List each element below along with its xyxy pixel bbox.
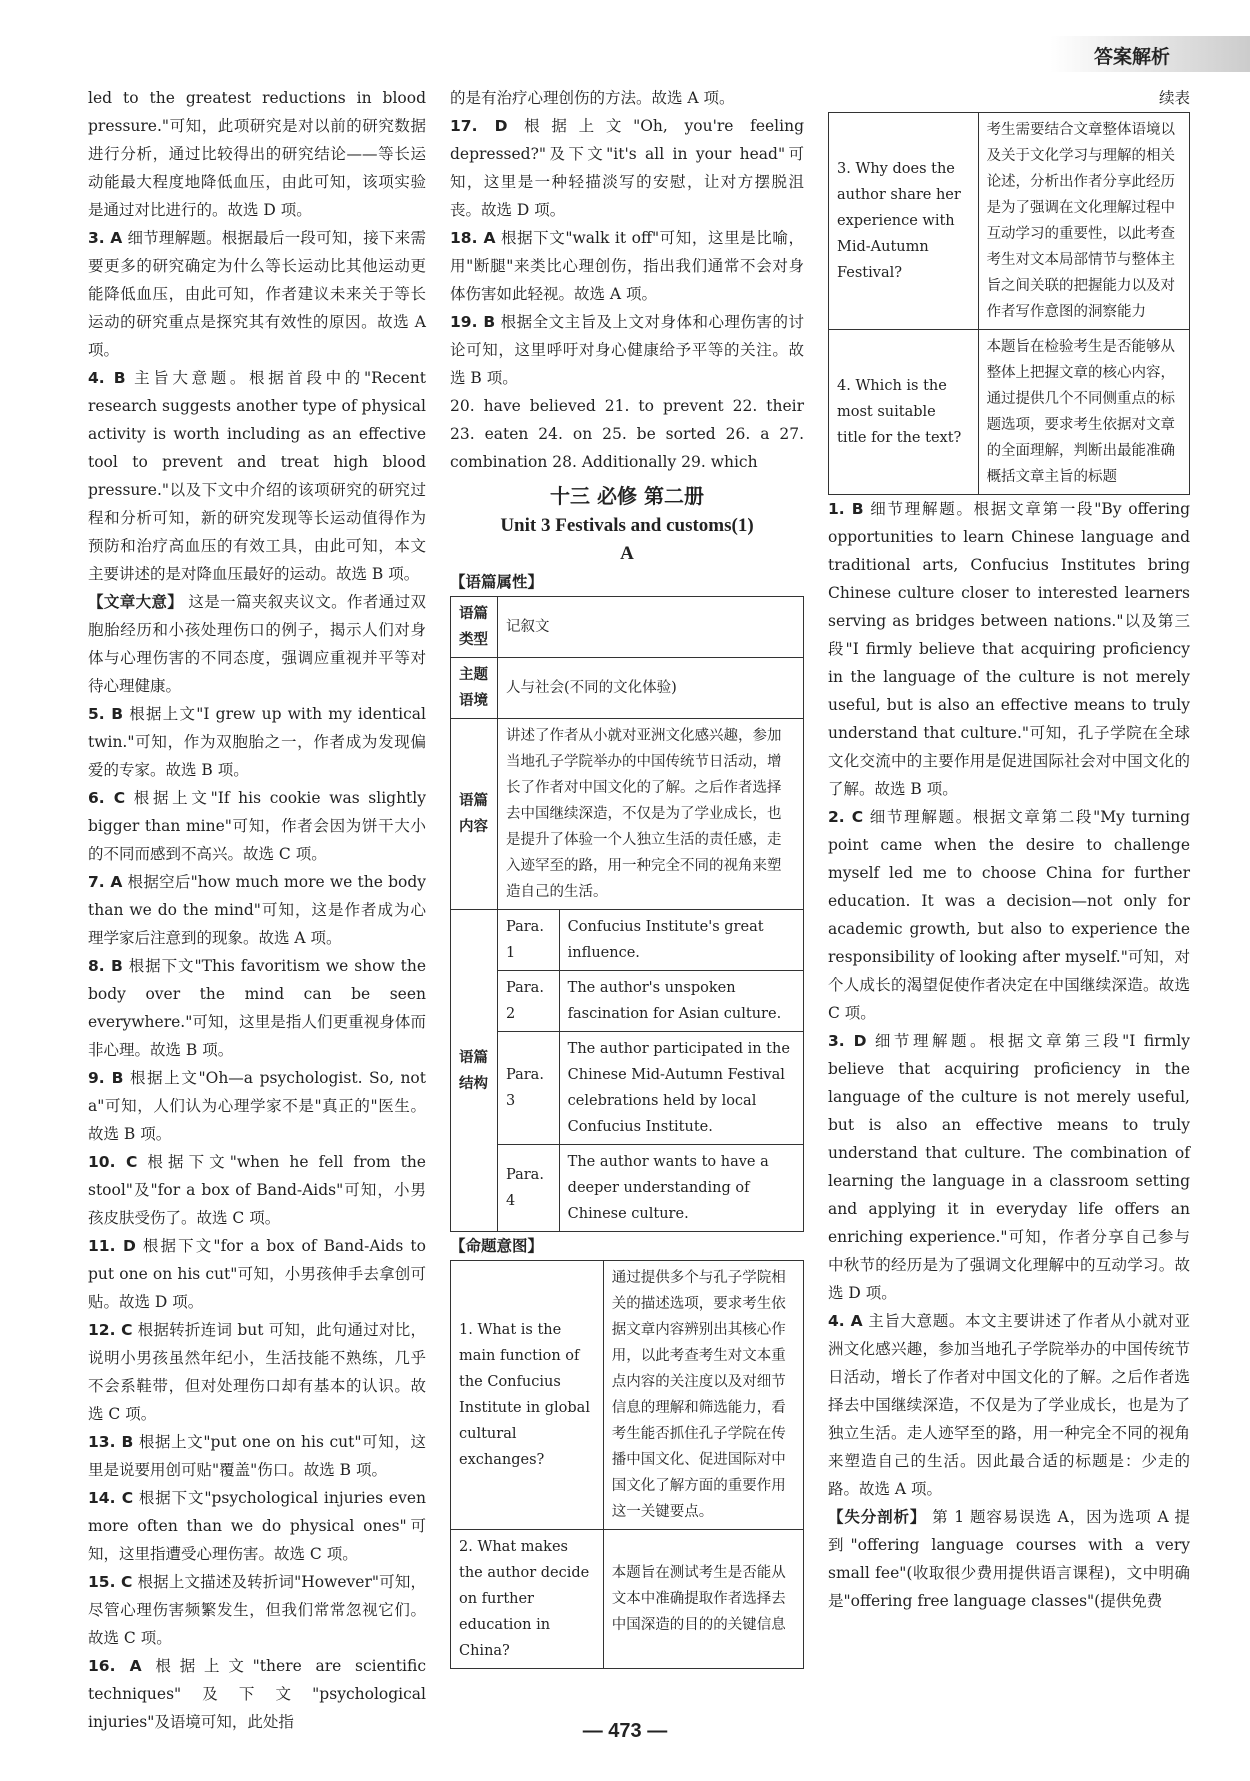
answer-text: 根据下文"walk it off"可知，这里是比喻，用"断腿"来类比心理创伤，指出我们通常不会对身体伤害如此轻视。故选 A 项。 [450,229,804,303]
structure-head: 语篇结构 [451,910,498,1232]
answer-item [828,1307,1190,1503]
answer-item [88,784,426,868]
answer-text: 根据上文"Oh—a psychologist. So, not a"可知，人们认为心理学家不是"真正的"医生。故选 B 项。 [88,1069,426,1143]
answer-number: 【文章大意】 [88,593,184,611]
answer-text: 细节理解题。根据文章第二段"My turning point came when the desire to challenge myself led me to choose China for further education. It was a decision—not only for academic growth, but also to experience the responsibility of looking after myself."可知，对个人成长的渴望促使作者决定在中国继续深造。故选 C 项。 [828,808,1190,1022]
answer-number: 3. D [828,1032,867,1050]
answer-text: 主旨大意题。本文主要讲述了作者从小就对亚洲文化感兴趣，参加当地孔子学院举办的中国传统节日活动，增长了作者对中国文化的了解。之后作者选择去中国继续深造，不仅是为了学业成长，也是为了独立生活。走人迹罕至的路，用一种完全不同的视角来塑造自己的生活。因此最合适的标题是：少走的路。故选 A 项。 [828,1312,1190,1498]
answer-text: 根据下文"when he fell from the stool"及"for a box of Band-Aids"可知，小男孩皮肤受伤了。故选 C 项。 [88,1153,426,1227]
context-value: 人与社会(不同的文化体验) [498,658,804,719]
answer-item [88,1428,426,1484]
attr-table [450,596,804,1232]
column-3 [828,84,1190,1615]
answer-number: 9. B [88,1069,124,1087]
page-number: — 473 — [582,1720,668,1742]
column-1 [88,84,426,1736]
answer-item [828,1027,1190,1307]
answer-text: 根据上文描述及转折词"However"可知，尽管心理伤害频繁发生，但我们常常忽视它们。故选 C 项。 [88,1573,427,1647]
answer-number: 5. B [88,705,124,723]
answer-text: 根据上文"put one on his cut"可知，这里是说要用创可贴"覆盖"伤口。故选 B 项。 [88,1433,426,1479]
content-head: 语篇内容 [451,719,498,910]
intent-table [450,1260,804,1669]
para-label: Para. 4 [498,1145,560,1232]
answer-text: 根据上文"Oh, you're feeling depressed?"及下文"it's all in your head"可知，这里是一种轻描淡写的安慰，让对方摆脱沮丧。故选 D 项。 [450,117,804,219]
para-desc: The author participated in the Chinese Mid-Autumn Festival celebrations held by local Confucius Institute. [559,1032,803,1145]
intent-table-continued [828,112,1190,495]
answer-item [828,495,1190,803]
answer-text: 根据下文"psychological injuries even more often than we do physical ones"可知，这里指遭受心理伤害。故选 C 项。 [88,1489,427,1563]
intent-question: 1. What is the main function of the Confucius Institute in global cultural exchanges? [451,1261,604,1530]
answer-item [450,84,804,112]
answer-text: 根据上文"there are scientific techniques"及下文"psychological injuries"及语境可知，此处指 [88,1657,427,1731]
intent-answer: 本题旨在测试考生是否能从文本中准确提取作者选择去中国深造的目的的关键信息 [603,1530,803,1669]
para-label: Para. 2 [498,971,560,1032]
answer-item [88,1064,426,1148]
answer-item [88,1232,426,1316]
answer-item [450,392,804,476]
answers-17-29 [450,84,804,476]
answer-number: 16. A [88,1657,142,1675]
answer-text: 细节理解题。根据文章第一段"By offering opportunities to learn Chinese language and traditional arts, Confucius Institutes bring Chinese culture closer to interested learners serving as bridges between nations."以及第三段"I firmly believe that acquiring proficiency in the language of the culture is not merely useful, but is also an effective means to truly understand that culture."可知，孔子学院在全球文化交流中的主要作用是促进国际社会对中国文化的了解。故选 B 项。 [828,500,1191,798]
answer-text: 根据下文"This favoritism we show the body over the mind can be seen everywhere."可知，这里是指人们更重视身体而非心理。故选 B 项。 [88,957,426,1059]
answer-number: 【失分剖析】 [828,1508,927,1526]
answer-number: 3. A [88,229,123,247]
answer-number: 6. C [88,789,126,807]
answer-item [88,364,426,588]
answer-text: 根据上文"If his cookie was slightly bigger than mine"可知，作者会因为饼干大小的不同而感到不高兴。故选 C 项。 [88,789,426,863]
answer-text: 这是一篇夹叙夹议文。作者通过双胞胎经历和小孩处理伤口的例子，揭示人们对身体与心理伤害的不同态度，强调应重视并平等对待心理健康。 [88,593,426,695]
type-value: 记叙文 [498,597,804,658]
answer-text: 的是有治疗心理创伤的方法。故选 A 项。 [450,89,735,107]
intent-answer: 通过提供多个与孔子学院相关的描述选项，要求考生依据文章内容辨别出其核心作用，以此考查考生对文本重点内容的关注度以及对细节信息的理解和筛选能力，看考生能否抓住孔子学院在传播中国文化、促进国际对中国文化了解方面的重要作用这一关键要点。 [603,1261,803,1530]
answer-text: 细节理解题。根据最后一段可知，接下来需要更多的研究确定为什么等长运动比其他运动更能降低血压，由此可知，作者建议未来关于等长运动的研究重点是探究其有效性的原因。故选 A 项。 [88,229,426,359]
answer-item [88,952,426,1064]
answer-item [88,1316,426,1428]
answer-item [450,112,804,224]
answer-number: 17. D [450,117,508,135]
answer-number: 1. B [828,500,864,518]
answer-number: 7. A [88,873,123,891]
answer-text: 根据上文"I grew up with my identical twin."可知，作为双胞胎之一，作者成为发现偏爱的专家。故选 B 项。 [88,705,426,779]
intent-question: 3. Why does the author share her experience with Mid-Autumn Festival? [829,113,979,330]
answer-number: 12. C [88,1321,133,1339]
answer-text: 根据全文主旨及上文对身体和心理伤害的讨论可知，这里呼吁对身心健康给予平等的关注。故选 B 项。 [450,313,804,387]
answer-text: 第 1 题容易误选 A，因为选项 A 提到"offering language courses with a very small fee"(收取很少费用提供语言课程)，文中明确是"offering free language classes"(提供免费 [828,1508,1190,1610]
intent-label: 【命题意图】 [450,1237,544,1255]
intent-question: 2. What makes the author decide on further education in China? [451,1530,604,1669]
answer-text: 根据空后"how much more we the body than we do the mind"可知，这是作者成为心理学家后注意到的现象。故选 A 项。 [88,873,426,947]
para-desc: The author wants to have a deeper understanding of Chinese culture. [559,1145,803,1232]
context-head: 主题语境 [451,658,498,719]
answer-number: 8. B [88,957,123,975]
column-2 [450,84,804,1669]
answer-item [88,84,426,224]
section-title: 十三 必修 第二册 [550,484,704,508]
answer-number: 18. A [450,229,496,247]
type-head: 语篇类型 [451,597,498,658]
answer-item [450,308,804,392]
answer-item [88,1148,426,1232]
answer-item [828,803,1190,1027]
answer-text: 根据转折连词 but 可知，此句通过对比，说明小男孩虽然年纪小，生活技能不熟练，几乎不会系鞋带，但对处理伤口却有基本的认识。故选 C 项。 [88,1321,426,1423]
answer-item [88,868,426,952]
para-label: Para. 1 [498,910,560,971]
part-label: A [620,543,634,564]
continued-label: 续表 [1158,89,1190,107]
answer-item [88,1484,426,1568]
answer-text: led to the greatest reductions in blood pressure."可知，此项研究是对以前的研究数据进行分析，通过比较得出的研究结论——等长运动能最大程度地降低血压，由此可知，该项实验是通过对比进行的。故选 D 项。 [88,89,426,219]
answer-number: 2. C [828,808,864,826]
answer-item [450,224,804,308]
answer-item [88,700,426,784]
para-label: Para. 3 [498,1032,560,1145]
answer-item [88,1568,426,1652]
answer-number: 10. C [88,1153,138,1171]
answer-text: 20. have believed 21. to prevent 22. their 23. eaten 24. on 25. be sorted 26. a 27. combination 28. Additionally 29. which [450,397,804,471]
answer-number: 11. D [88,1237,136,1255]
answer-number: 19. B [450,313,496,331]
answer-item [828,1503,1190,1615]
header-title: 答案解析 [1093,46,1170,68]
intent-answer: 本题旨在检验考生是否能够从整体上把握文章的核心内容，通过提供几个不同侧重点的标题选项，要求考生依据对文章的全面理解，判断出最能准确概括文章主旨的标题 [978,330,1189,495]
answer-text: 主旨大意题。根据首段中的"Recent research suggests another type of physical activity is worth including as an effective tool to prevent and treat high blood pressure."以及下文中介绍的该项研究的研究过程和分析可知，新的研究发现等长运动值得作为预防和治疗高血压的有效工具，由此可知，本文主要讲述的是对降血压最好的运动。故选 B 项。 [88,369,427,583]
para-desc: Confucius Institute's great influence. [559,910,803,971]
para-desc: The author's unspoken fascination for Asian culture. [559,971,803,1032]
answer-number: 4. B [88,369,126,387]
answer-number: 4. A [828,1312,863,1330]
attr-label: 【语篇属性】 [450,573,544,591]
answer-number: 13. B [88,1433,134,1451]
answer-text: 根据下文"for a box of Band-Aids to put one on his cut"可知，小男孩伸手去拿创可贴。故选 D 项。 [88,1237,426,1311]
answer-item [88,588,426,700]
answers-1-4 [828,495,1190,1615]
answer-item [88,224,426,364]
content-value: 讲述了作者从小就对亚洲文化感兴趣，参加当地孔子学院举办的中国传统节日活动，增长了作者对中国文化的了解。之后作者选择去中国继续深造，不仅是为了学业成长，也是提升了体验一个人独立生活的责任感，走入迹罕至的路，用一种完全不同的视角来塑造自己的生活。 [498,719,804,910]
intent-answer: 考生需要结合文章整体语境以及关于文化学习与理解的相关论述，分析出作者分享此经历是为了强调在文化理解过程中互动学习的重要性，以此考查考生对文本局部情节与整体主旨之间关联的把握能力以及对作者写作意图的洞察能力 [978,113,1189,330]
answer-text: 细节理解题。根据文章第三段"I firmly believe that acquiring proficiency in the language of the culture is not merely useful, but is also an effective means to truly understand that culture. The combination of learning the language in a classroom setting and applying it in everyday life offers an enriching experience."可知，作者分享自己参与中秋节的经历是为了强调文化理解中的互动学习。故选 D 项。 [828,1032,1190,1302]
intent-question: 4. Which is the most suitable title for the text? [829,330,979,495]
answer-number: 14. C [88,1489,134,1507]
unit-title: Unit 3 Festivals and customs(1) [500,515,754,536]
answer-number: 15. C [88,1573,133,1591]
